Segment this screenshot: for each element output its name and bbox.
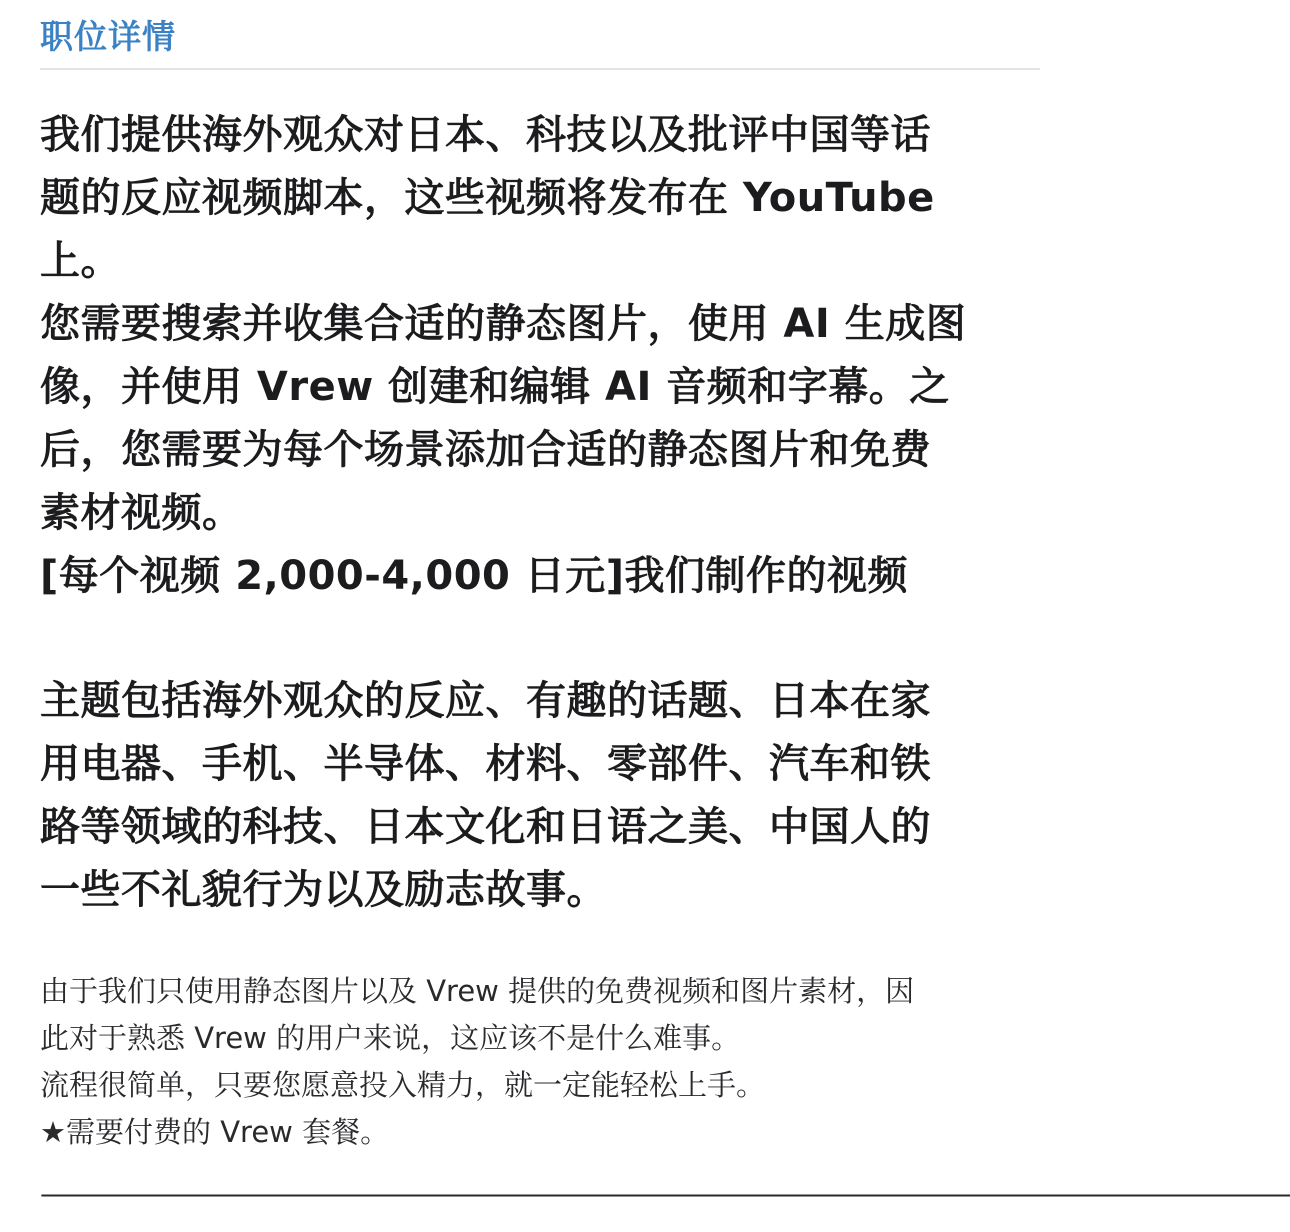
notes-line: 由于我们只使用静态图片以及 Vrew 提供的免费视频和图片素材，因 (40, 974, 915, 1008)
notes-paragraph (40, 968, 1030, 1156)
topics-line: 一些不礼貌行为以及励志故事。 (40, 867, 607, 913)
intro-line: 后，您需要为每个场景添加合适的静态图片和免费 (40, 427, 931, 473)
intro-line: 素材视频。 (40, 490, 243, 536)
title-divider (40, 68, 1040, 70)
topics-line: 用电器、手机、半导体、材料、零部件、汽车和铁 (40, 741, 931, 787)
topics-paragraph (40, 670, 1030, 922)
intro-line: 像，并使用 Vrew 创建和编辑 AI 音频和字幕。之 (40, 364, 950, 410)
topics-line: 主题包括海外观众的反应、有趣的话题、日本在家 (40, 678, 931, 724)
requirement-note: ★需要付费的 Vrew 套餐。 (40, 1115, 390, 1149)
job-intro-paragraph (40, 104, 1030, 608)
intro-line: 上。 (40, 238, 121, 284)
intro-line: 题的反应视频脚本，这些视频将发布在 YouTube (40, 175, 935, 221)
intro-line: 我们提供海外观众对日本、科技以及批评中国等话 (40, 112, 931, 158)
notes-line: 此对于熟悉 Vrew 的用户来说，这应该不是什么难事。 (40, 1021, 741, 1055)
pay-rate-line: [每个视频 2,000-4,000 日元]我们制作的视频 (40, 553, 909, 599)
bottom-dash-rule: —————————————————————————————————————————————————— (40, 1177, 1290, 1210)
section-title: 职位详情 (40, 17, 176, 56)
intro-line: 您需要搜索并收集合适的静态图片，使用 AI 生成图 (40, 301, 967, 347)
topics-line: 路等领域的科技、日本文化和日语之美、中国人的 (40, 804, 931, 850)
notes-line: 流程很简单，只要您愿意投入精力，就一定能轻松上手。 (40, 1068, 766, 1102)
